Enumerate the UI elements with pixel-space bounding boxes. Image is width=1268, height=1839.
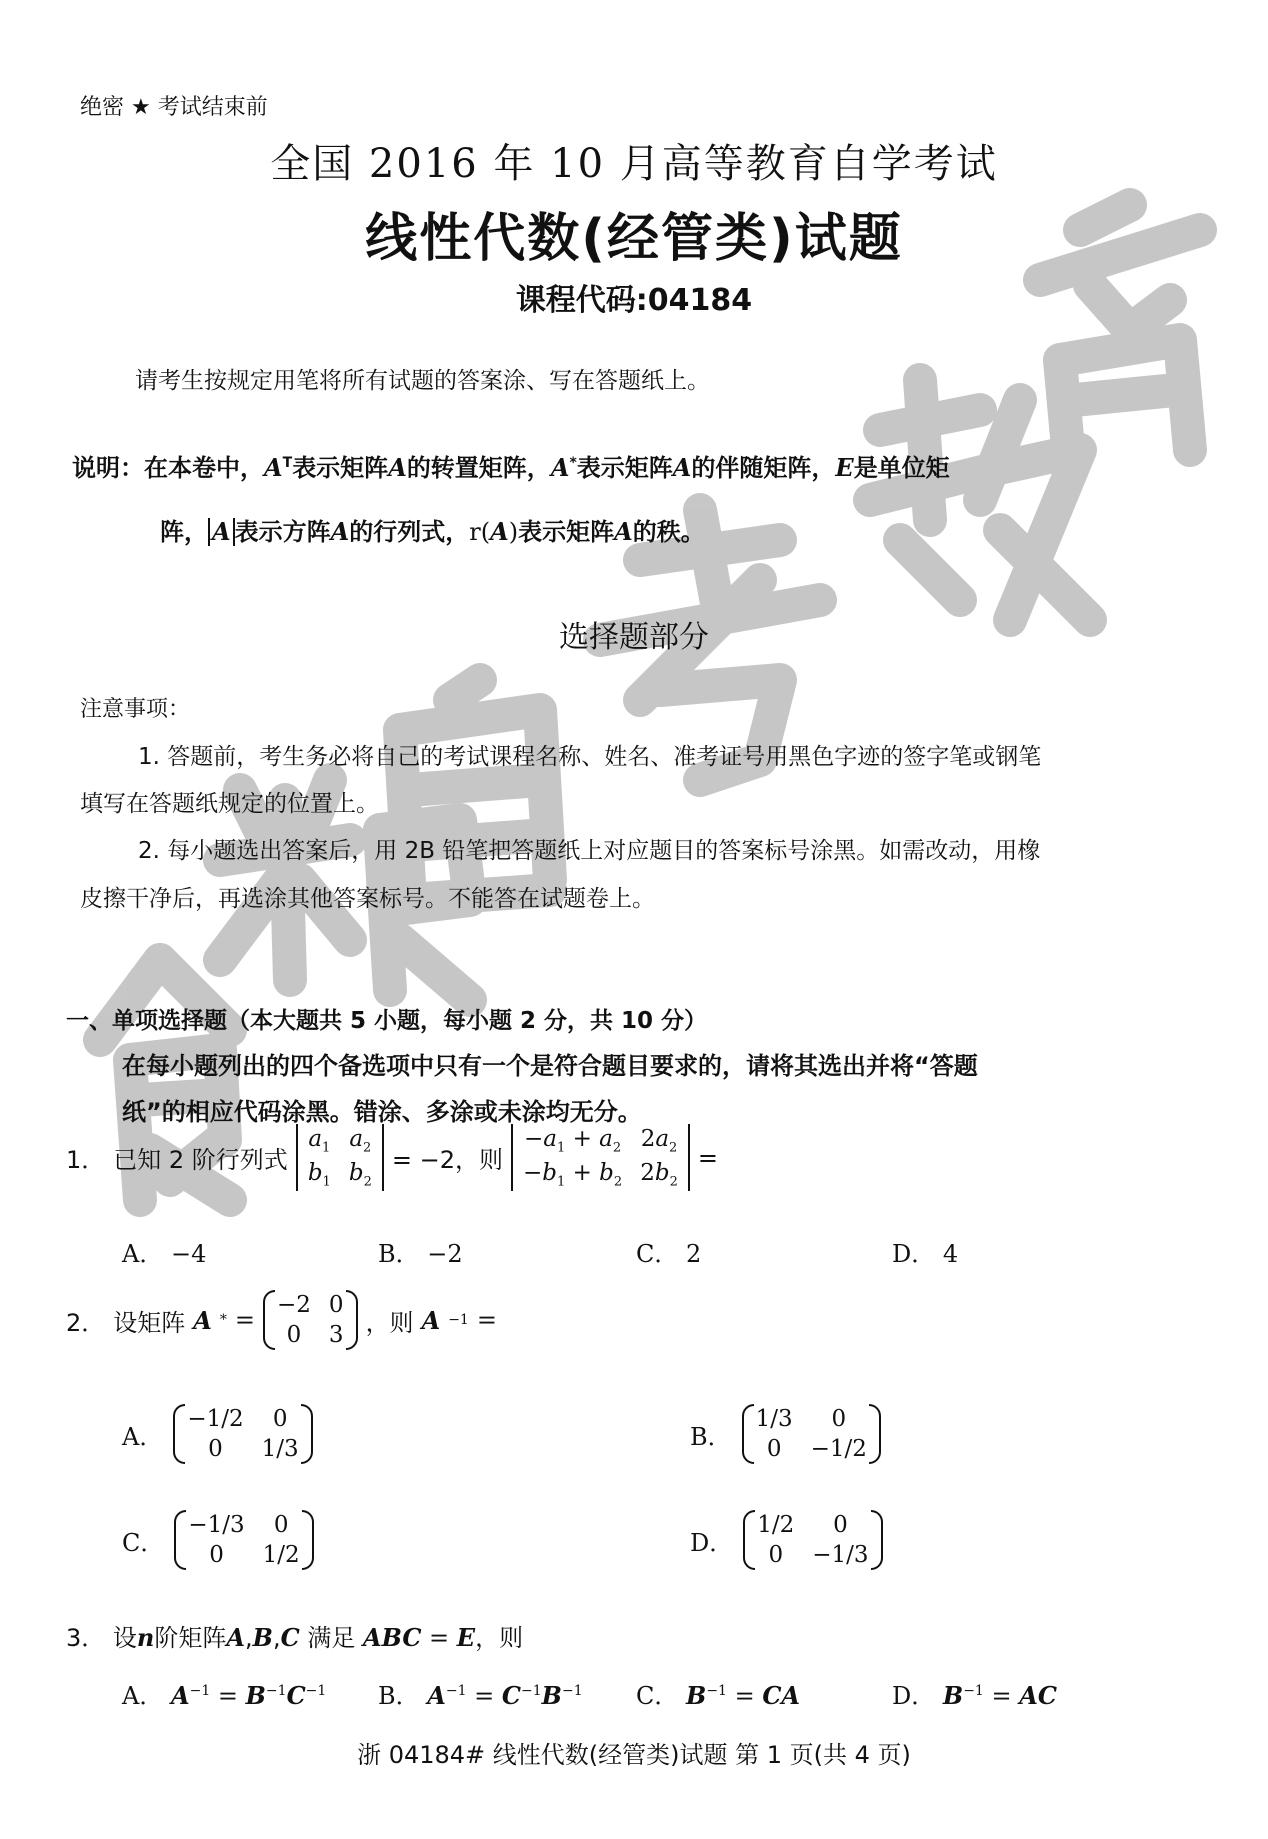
question-text: = (697, 1143, 718, 1172)
q3-option-a: A． $A^{-1} = B^{-1}C^{-1}$ (122, 1681, 327, 1710)
note-text: 是单位矩 (853, 454, 950, 482)
instruction-text: 请考生按规定用笔将所有试题的答案涂、写在答题纸上。 (135, 368, 710, 394)
q1-option-a: A． −4 (122, 1240, 207, 1268)
determinant-given: $a_1$ $a_2$ $b_1$ $b_2$ (296, 1124, 384, 1191)
part1-description-cont: 纸”的相应代码涂黑。错涂、多涂或未涂均无分。 (122, 1098, 642, 1126)
part1-heading: 一、单项选择题（本大题共 5 小题，每小题 2 分，共 10 分） (66, 1008, 708, 1034)
course-code: 课程代码:04184 (515, 283, 753, 318)
question-text: 设 (112, 1624, 137, 1652)
note-line-2: 阵， A 表示方阵A的行列式，r(A)表示矩阵A的秩。 (160, 517, 705, 546)
question-2: 2． 设矩阵 A * = −2 0 0 3 ，则 A −1 = (66, 1292, 497, 1348)
question-number: 2． (66, 1308, 106, 1337)
section-title: 选择题部分 (559, 620, 709, 655)
question-text: = −2，则 (391, 1146, 503, 1175)
note-text: 表示方阵 (234, 518, 331, 546)
question-3: 3． 设n阶矩阵A,B,C 满足 ABC = E，则 (66, 1623, 524, 1652)
q1-option-b: B． −2 (378, 1240, 463, 1268)
q2-option-b: B． 1/3 0 0 −1/2 (690, 1404, 881, 1464)
attention-item-1-cont: 填写在答题纸规定的位置上。 (80, 791, 379, 817)
question-text: 阶矩阵 (154, 1624, 227, 1652)
note-text: 的行列式， (349, 518, 470, 546)
q2-option-a: A． −1/2 0 0 1/3 (122, 1404, 313, 1464)
question-text: ，则 (365, 1308, 414, 1337)
adjugate-matrix: −2 0 0 3 (263, 1290, 358, 1350)
note-text: 表示矩阵 (292, 454, 389, 482)
part1-description: 在每小题列出的四个备选项中只有一个是符合题目要求的，请将其选出并将“答题 (122, 1052, 978, 1080)
question-text: 满足 (307, 1624, 356, 1652)
confidential-mark: 绝密 ★ 考试结束前 (80, 95, 268, 120)
attention-item-1: 1. 答题前，考生务必将自己的考试课程名称、姓名、准考证号用黑色字迹的签字笔或钢笔 (138, 744, 1042, 770)
question-number: 1． (66, 1146, 106, 1175)
question-text: 已知 2 阶行列式 (113, 1146, 288, 1175)
question-number: 3． (66, 1624, 106, 1652)
note-text: 的转置矩阵， (406, 454, 551, 482)
note-text: 阵， (160, 518, 208, 546)
q1-option-c: C． 2 (636, 1240, 702, 1268)
determinant-asked: $-a_1 + a_2$ $2a_2$ $-b_1 + b_2$ $2b_2$ (511, 1124, 690, 1191)
note-text: 的伴随矩阵， (691, 454, 836, 482)
exam-title: 全国 2016 年 10 月高等教育自学考试 (270, 141, 998, 187)
q3-option-c: C． $B^{-1}$ = CA (636, 1681, 801, 1710)
note-text: 表示矩阵 (576, 454, 673, 482)
q2-option-d: D． 1/2 0 0 −1/3 (690, 1510, 883, 1570)
question-text: 设矩阵 (113, 1308, 186, 1337)
question-text: ，则 (475, 1624, 524, 1652)
q1-option-d: D． 4 (892, 1240, 959, 1268)
note-line-1: 说明：在本卷中，$A^T$表示矩阵A的转置矩阵，A*表示矩阵A的伴随矩阵，E是单位矩 (72, 453, 950, 482)
q2-option-c: C． −1/3 0 0 1/2 (122, 1510, 314, 1570)
q3-option-b: B． $A^{-1} = C^{-1}B^{-1}$ (378, 1681, 583, 1710)
q3-option-d: D． $B^{-1}$ = AC (892, 1681, 1057, 1710)
page-footer: 浙 04184# 线性代数(经管类)试题 第 1 页(共 4 页) (357, 1741, 911, 1769)
attention-item-2: 2. 每小题选出答案后，用 2B 铅笔把答题纸上对应题目的答案标号涂黑。如需改动，用橡 (138, 838, 1041, 864)
question-1 (66, 1124, 718, 1191)
note-text: 表示矩阵 (518, 518, 615, 546)
subject-title: 线性代数(经管类)试题 (365, 209, 903, 269)
attention-heading: 注意事项： (80, 697, 191, 722)
note-text: 的秩。 (632, 518, 705, 546)
attention-item-2-cont: 皮擦干净后，再选涂其他答案标号。不能答在试题卷上。 (80, 886, 655, 912)
note-prefix: 说明：在本卷中， (72, 454, 264, 482)
